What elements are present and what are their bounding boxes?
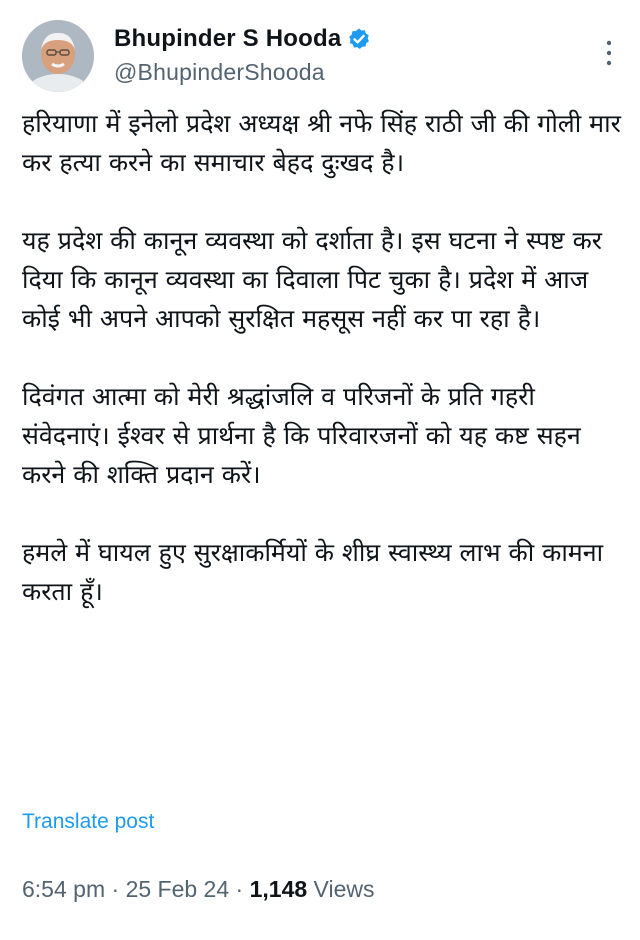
post-date[interactable]: 25 Feb 24 <box>125 876 230 902</box>
post-paragraph-1: हरियाणा में इनेलो प्रदेश अध्यक्ष श्री नफे सिंह राठी जी की गोली मार कर हत्या करने का समाचार बेहद दुःखद है। <box>22 109 621 177</box>
post-text <box>22 104 626 650</box>
user-avatar-icon <box>22 20 94 92</box>
author-handle[interactable]: @BhupinderShooda <box>114 59 325 85</box>
post-paragraph-3: दिवंगत आत्मा को मेरी श्रद्धांजलि व परिजनों के प्रति गहरी संवेदनाएं। ईश्वर से प्रार्थना है कि परिवारजनों को यह कष्ट सहन करने की शक्ति प्रदान करें। <box>22 382 581 489</box>
post-time[interactable]: 6:54 pm <box>22 876 106 902</box>
post-meta <box>22 876 375 903</box>
post-paragraph-2: यह प्रदेश की कानून व्यवस्था को दर्शाता है। इस घटना ने स्पष्ट कर दिया कि कानून व्यवस्था का दिवाला पिट चुका है। प्रदेश में आज कोई भी अपने आपको सुरक्षित महसूस नहीं कर पा रहा है। <box>22 226 602 333</box>
post-paragraph-4: हमले में घायल हुए सुरक्षाकर्मियों के शीघ्र स्वास्थ्य लाभ की कामना करता हूँ। <box>22 538 604 606</box>
display-name-row <box>114 22 371 56</box>
avatar[interactable] <box>22 20 94 92</box>
author-names <box>114 22 371 86</box>
meta-separator-2: · <box>229 876 250 902</box>
post-header <box>22 20 622 96</box>
views-count[interactable]: 1,148 <box>249 876 308 902</box>
meta-separator-1: · <box>105 876 126 902</box>
more-vertical-icon[interactable] <box>604 38 614 68</box>
views-label: Views <box>307 876 375 902</box>
translate-post-link[interactable]: Translate post <box>22 810 155 833</box>
display-name[interactable]: Bhupinder S Hooda <box>114 25 342 52</box>
verified-badge-icon[interactable] <box>347 27 371 51</box>
